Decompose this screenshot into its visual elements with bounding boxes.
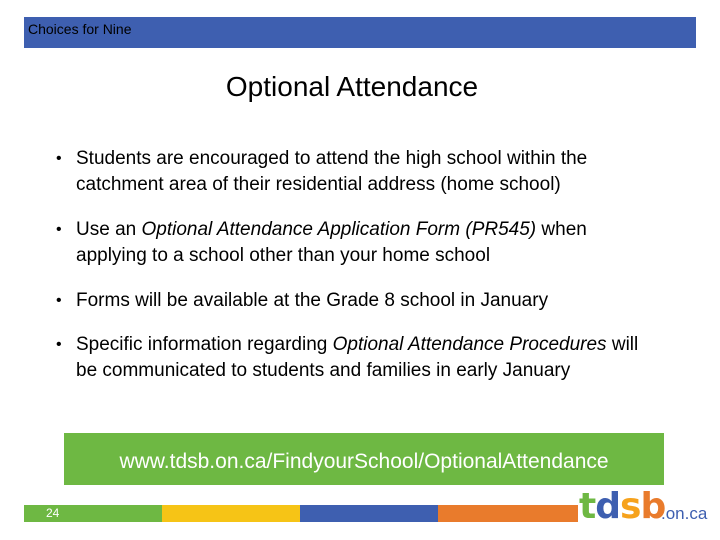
footer-stripe-orange: [438, 505, 578, 522]
footer-stripe-yellow: [162, 505, 300, 522]
bullet-dot: •: [56, 292, 62, 309]
bullet-text: Students are encouraged to attend the high school within the catchment area of their residential address (home school): [76, 148, 588, 195]
bullet-text-suffix: when applying to a school other than your home school: [76, 219, 587, 266]
bullet-dot: •: [56, 150, 62, 167]
header-bar: [24, 17, 696, 48]
bullet-dot: •: [56, 221, 62, 238]
bullet-dot: •: [56, 336, 62, 353]
bullet-text-italic: Optional Attendance Application Form (PR545): [141, 219, 537, 240]
bullet-text-prefix: Use an: [76, 219, 142, 240]
page-number: 24: [46, 506, 60, 520]
slide-title: Optional Attendance: [225, 71, 479, 102]
bullet-text-prefix: Specific information regarding: [76, 334, 333, 355]
bullet-list: [56, 146, 656, 404]
bullet-item: [56, 217, 656, 269]
bullet-item: [56, 288, 656, 314]
bullet-text: Forms will be available at the Grade 8 school in January: [76, 290, 549, 311]
optional-attendance-link[interactable]: www.tdsb.on.ca/FindyourSchool/OptionalAttendance: [119, 450, 609, 473]
tdsb-logo: [579, 486, 708, 527]
logo-suffix: .on.ca: [661, 504, 708, 523]
footer-stripe-green: [24, 505, 162, 522]
bullet-text-italic: Optional Attendance Procedures: [332, 334, 607, 355]
bullet-item: [56, 332, 656, 384]
link-box: [64, 433, 664, 485]
footer-stripe-blue: [300, 505, 438, 522]
bullet-text-suffix: will be communicated to students and families in early January: [76, 334, 639, 381]
logo-wordmark: tdsb: [579, 486, 666, 527]
bullet-item: [56, 146, 656, 198]
section-label: Choices for Nine: [28, 21, 132, 37]
